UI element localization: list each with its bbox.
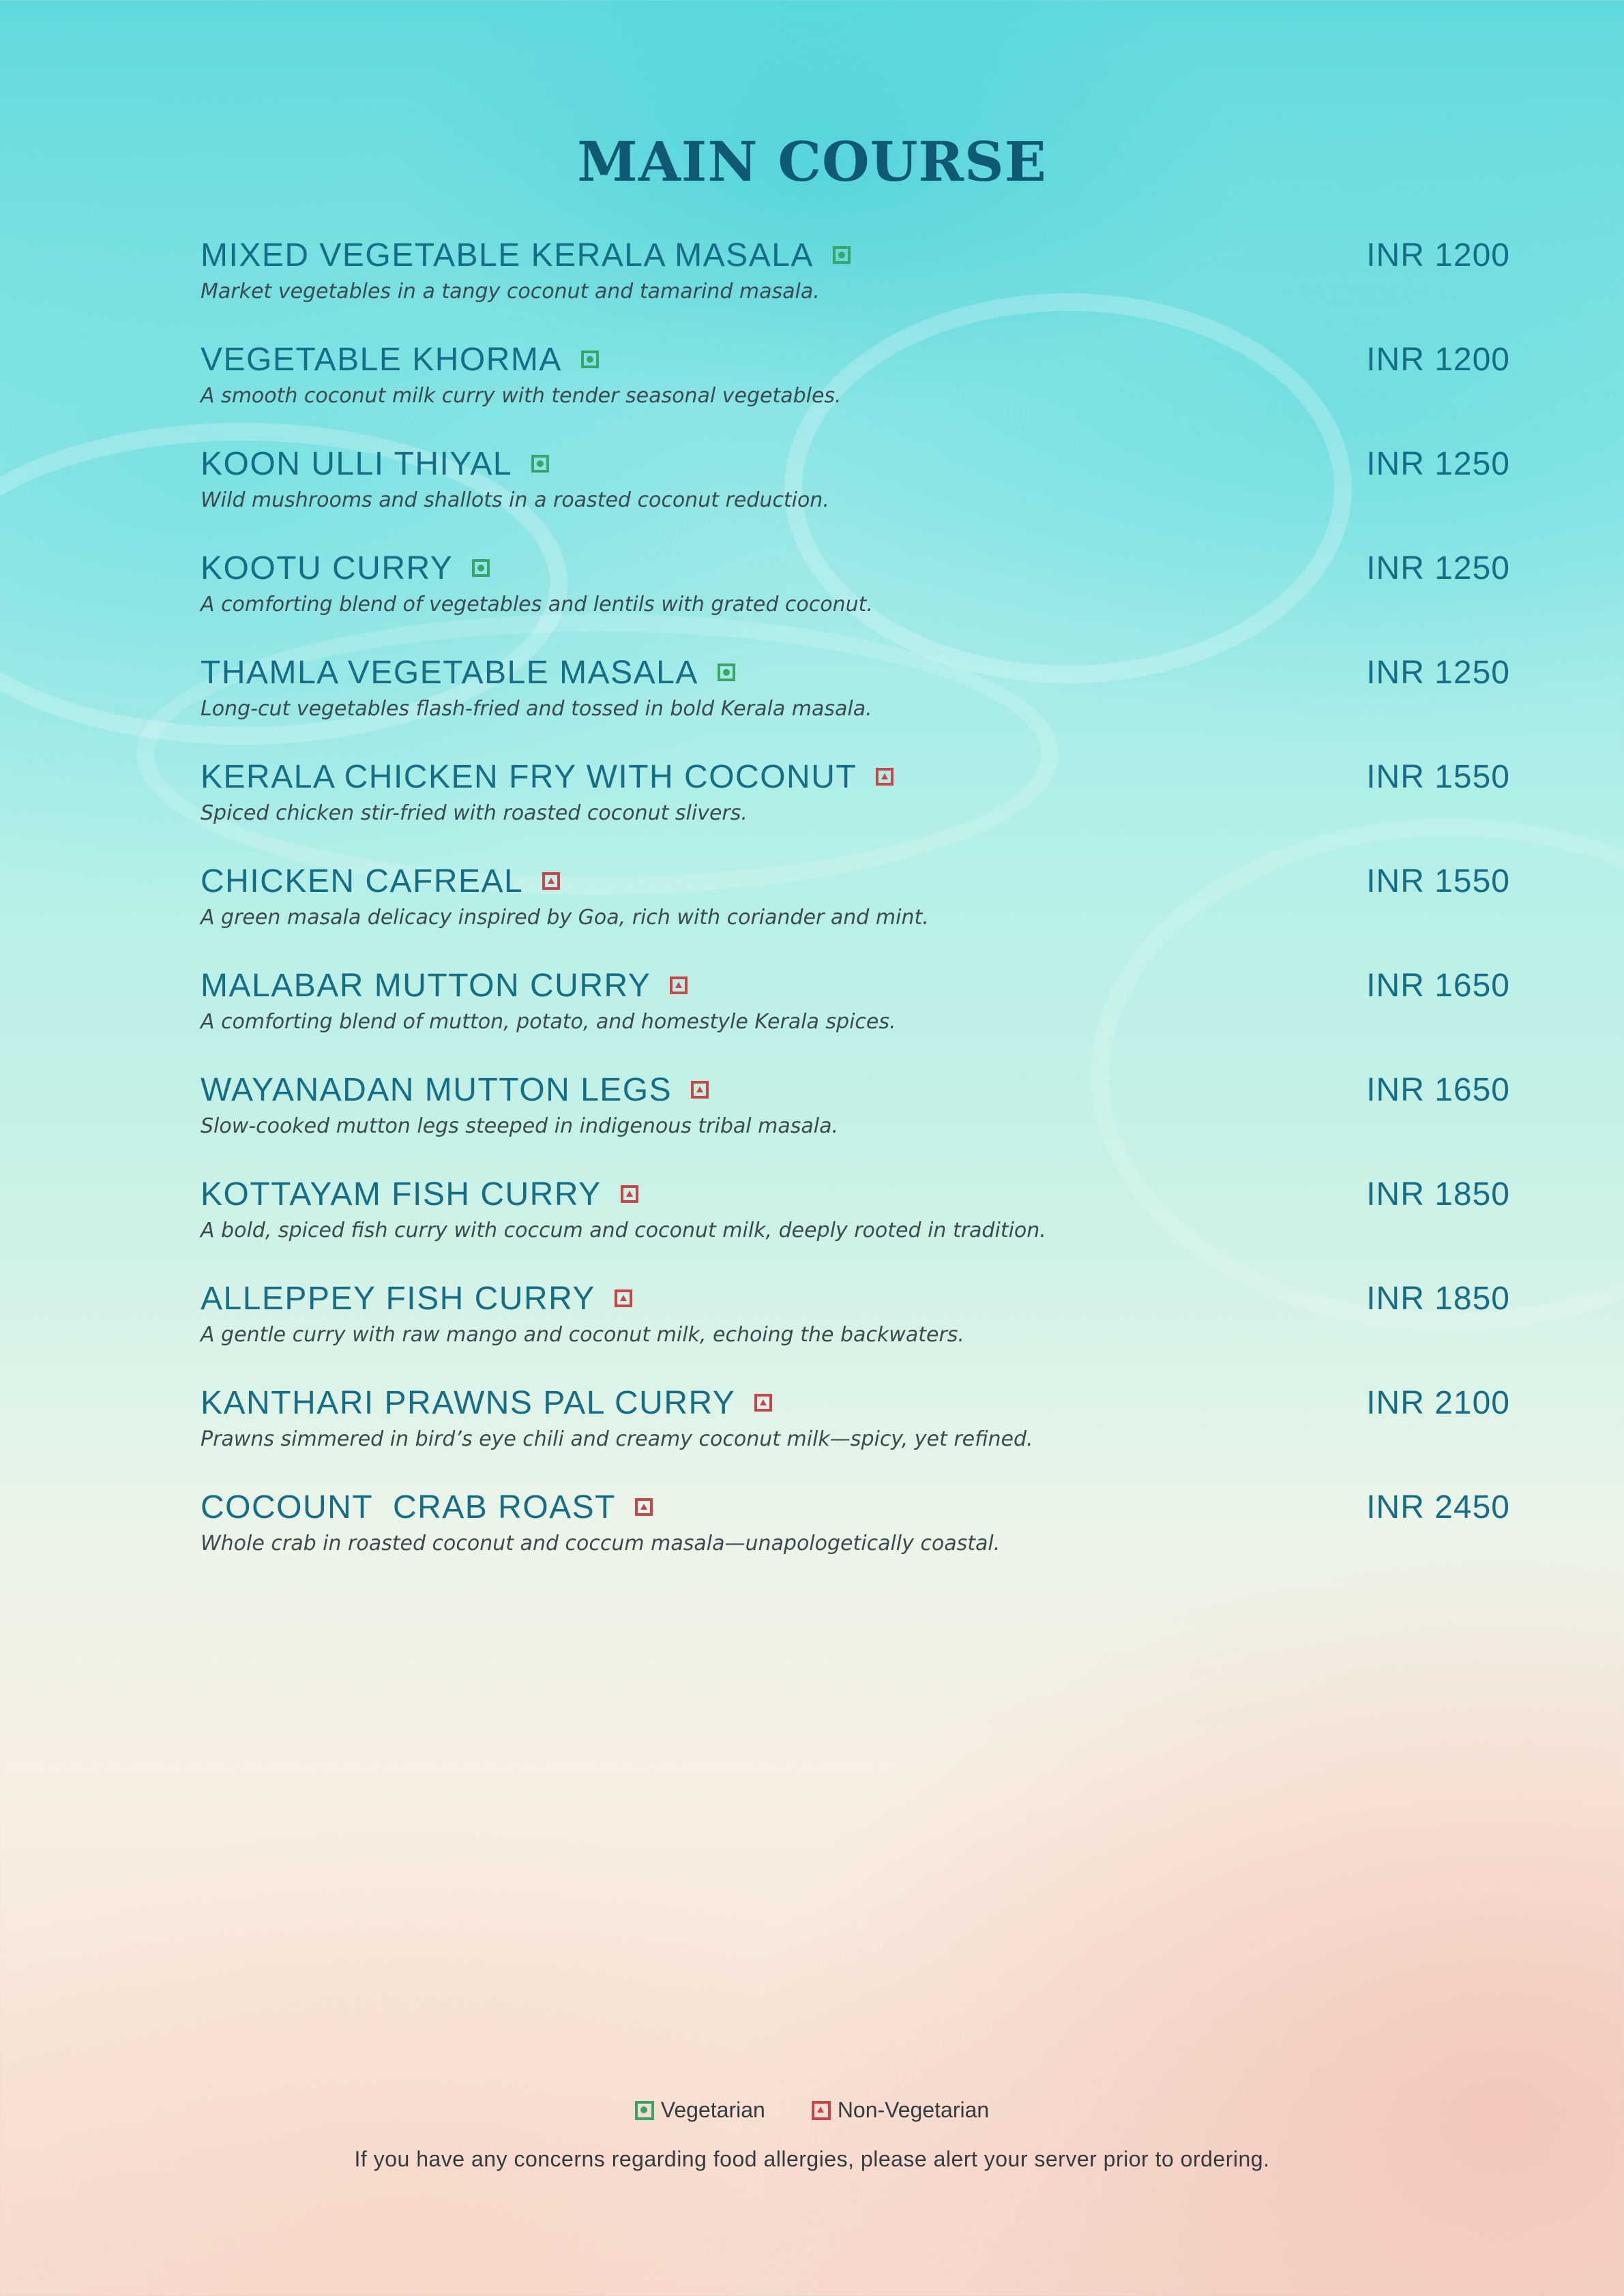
menu-item-row [201,336,1510,383]
menu-item [201,649,1510,754]
menu-item-price: INR 1200 [1366,341,1510,378]
menu-item-row [201,754,1510,800]
menu-item-heading [201,237,851,274]
menu-item-heading [201,1280,632,1317]
menu-item-row [201,1275,1510,1322]
menu-item [201,1380,1510,1484]
menu-item-price: INR 1250 [1366,654,1510,691]
menu-item-heading [201,1071,709,1109]
nonveg-icon [812,2101,831,2120]
legend-veg-label: Vegetarian [660,2098,765,2122]
menu-item-name: MALABAR MUTTON CURRY [201,967,651,1004]
veg-icon [581,351,599,368]
legend-nonveg-label: Non-Vegetarian [837,2098,990,2122]
legend-non-vegetarian [812,2098,989,2123]
menu-item-row [201,1171,1510,1217]
menu-item-name: KOOTU CURRY [201,550,454,586]
nonveg-icon [542,872,560,890]
page-title: MAIN COURSE [577,130,1047,194]
menu-item-name: VEGETABLE KHORMA [201,341,562,378]
menu-item-heading [201,445,549,483]
menu-item-row [201,232,1510,278]
menu-item-name: KOTTAYAM FISH CURRY [201,1176,602,1212]
menu-item-heading [201,863,560,900]
menu-item-description: A comforting blend of vegetables and lentils with grated coconut. [201,593,873,616]
menu-list [201,232,1510,1588]
menu-item-heading [201,654,735,691]
menu-item [201,232,1510,336]
nonveg-icon [615,1289,632,1307]
menu-item-row [201,1380,1510,1426]
veg-icon [531,455,549,473]
menu-item-description: A bold, spiced fish curry with coccum and coconut milk, deeply rooted in tradition. [201,1219,1046,1242]
menu-item-price: INR 1250 [1366,550,1510,586]
menu-item-description: Spiced chicken stir-fried with roasted coconut slivers. [201,801,748,825]
menu-item-name: CHICKEN CAFREAL [201,863,524,899]
menu-item [201,1275,1510,1380]
menu-item-name: ALLEPPEY FISH CURRY [201,1280,595,1317]
menu-item-description: Market vegetables in a tangy coconut and tamarind masala. [201,280,820,303]
menu-item-description: A gentle curry with raw mango and coconut milk, echoing the backwaters. [201,1323,964,1347]
menu-item [201,336,1510,441]
menu-item-heading [201,1176,638,1213]
menu-item-heading [201,758,894,796]
menu-item-row [201,545,1510,591]
nonveg-icon [670,976,688,994]
menu-item-description: A comforting blend of mutton, potato, and homestyle Kerala spices. [201,1010,896,1034]
veg-icon [472,559,490,577]
menu-item-heading [201,967,688,1004]
menu-item-heading [201,341,599,378]
veg-icon [833,246,851,264]
menu-item-name: KANTHARI PRAWNS PAL CURRY [201,1384,736,1421]
menu-item-description: Whole crab in roasted coconut and coccum masala—unapologetically coastal. [201,1532,1001,1555]
nonveg-icon [876,768,894,786]
menu-item-heading [201,1489,653,1526]
veg-icon [635,2101,654,2120]
menu-item-name: THAMLA VEGETABLE MASALA [201,654,698,691]
menu-item [201,1171,1510,1275]
menu-item-row [201,962,1510,1009]
menu-item-price: INR 1550 [1366,758,1510,795]
menu-item-description: A green masala delicacy inspired by Goa, rich with coriander and mint. [201,906,929,929]
menu-item-description: Long-cut vegetables flash-fried and tossed in bold Kerala masala. [201,697,872,721]
menu-item-row [201,858,1510,904]
menu-item [201,858,1510,962]
menu-item-price: INR 1850 [1366,1280,1510,1317]
menu-item-name: KERALA CHICKEN FRY WITH COCONUT [201,758,857,795]
menu-item-price: INR 1550 [1366,863,1510,899]
menu-item-row [201,1484,1510,1530]
menu-item [201,545,1510,649]
menu-item [201,1067,1510,1171]
nonveg-icon [621,1185,638,1203]
nonveg-icon [691,1081,709,1099]
menu-item-heading [201,1384,772,1422]
menu-item-price: INR 1650 [1366,967,1510,1004]
menu-item-name: MIXED VEGETABLE KERALA MASALA [201,237,814,273]
menu-item-name: WAYANADAN MUTTON LEGS [201,1071,673,1108]
menu-item-description: Slow-cooked mutton legs steeped in indigenous tribal masala. [201,1114,839,1138]
menu-item-heading [201,550,490,587]
menu-item-price: INR 1200 [1366,237,1510,273]
legend-vegetarian [635,2098,765,2123]
menu-item [201,962,1510,1067]
menu-item [201,1484,1510,1588]
menu-item-price: INR 1850 [1366,1176,1510,1212]
menu-item-row [201,441,1510,487]
menu-item-price: INR 1250 [1366,445,1510,482]
nonveg-icon [754,1394,772,1412]
menu-item-name: COCOUNT CRAB ROAST [201,1489,616,1525]
menu-item-row [201,649,1510,696]
menu-item-description: A smooth coconut milk curry with tender seasonal vegetables. [201,384,842,408]
menu-item-description: Wild mushrooms and shallots in a roasted coconut reduction. [201,488,829,512]
diet-legend [0,2098,1624,2123]
menu-item [201,441,1510,545]
menu-item-name: KOON ULLI THIYAL [201,445,513,482]
menu-item-price: INR 2100 [1366,1384,1510,1421]
nonveg-icon [635,1498,653,1516]
veg-icon [718,664,735,681]
allergy-note: If you have any concerns regarding food allergies, please alert your server prior to ordering. [354,2147,1270,2171]
menu-item-row [201,1067,1510,1113]
menu-item-price: INR 1650 [1366,1071,1510,1108]
menu-item-price: INR 2450 [1366,1489,1510,1525]
menu-item [201,754,1510,858]
menu-item-description: Prawns simmered in bird’s eye chili and creamy coconut milk—spicy, yet refined. [201,1427,1033,1451]
